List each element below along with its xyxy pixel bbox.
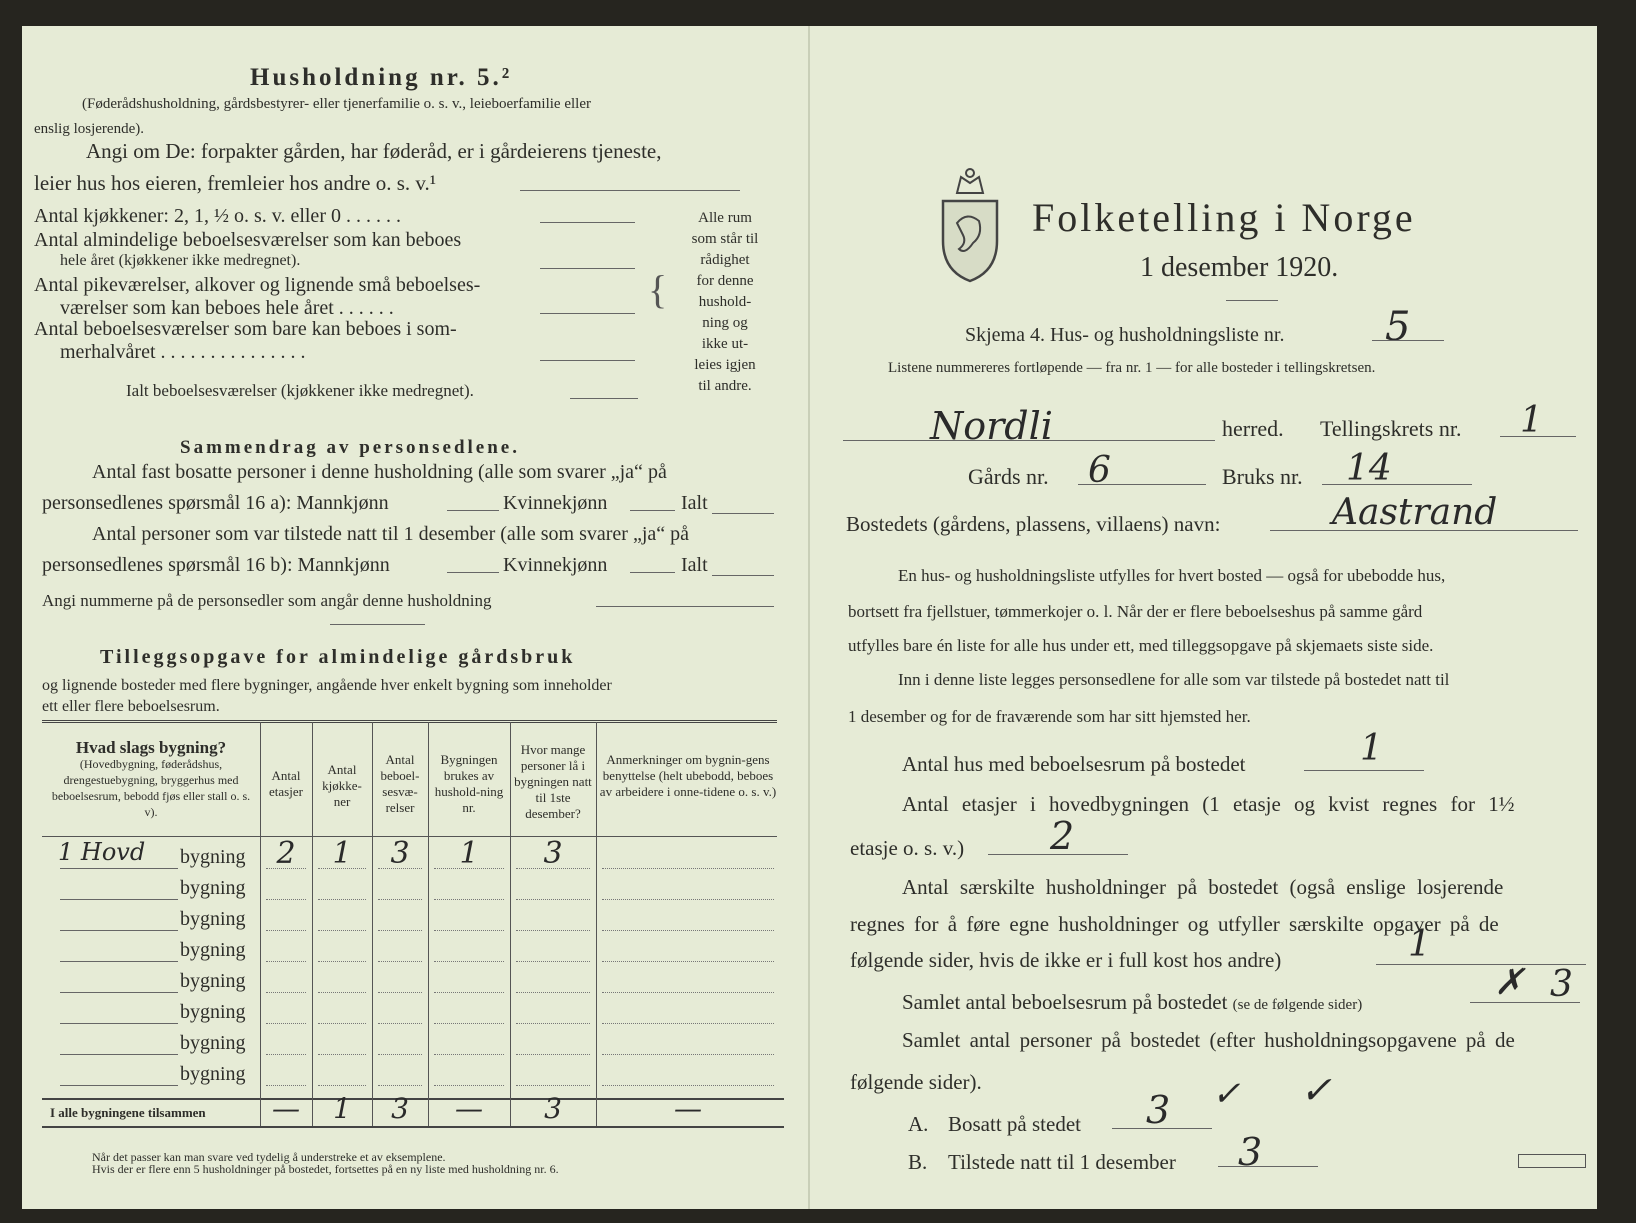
- kjokken-line: Antal kjøkkener: 2, 1, ½ o. s. v. eller 0 . . . . . .: [34, 205, 401, 227]
- side-note-line: leies igjen: [694, 357, 756, 373]
- table-cell-fill: [378, 899, 422, 900]
- table-cell-fill: [434, 992, 504, 993]
- angi-line-2: leier hus hos eieren, fremleier hos andre o. s. v.¹: [34, 171, 437, 195]
- pike-line-1: Antal pikeværelser, alkover og lignende små beboelses-: [34, 274, 481, 296]
- som-line-2: merhalvåret . . . . . . . . . . . . . . .: [60, 341, 306, 363]
- table-cell-fill: [516, 961, 590, 962]
- listene-line: Listene nummereres fortløpende — fra nr. 1 — for alle bosteder i tellingskretsen.: [888, 360, 1376, 376]
- krets-label: Tellingskrets nr.: [1320, 416, 1462, 441]
- table-cell-fill: [602, 899, 774, 900]
- table-cell-fill: [266, 1054, 306, 1055]
- samlet-rum-struck: ✗: [1494, 962, 1525, 1003]
- table-cell-fill: [434, 1085, 504, 1086]
- table-cell-fill: [602, 930, 774, 931]
- table-cell-fill: [378, 930, 422, 931]
- etasjer-line2: etasje o. s. v.): [850, 836, 965, 860]
- table-cell-fill: [266, 930, 306, 931]
- krets-fill: [1500, 436, 1576, 437]
- table-cell-value: 1: [459, 836, 479, 871]
- title-divider: [1226, 300, 1278, 301]
- table-cell-fill: [378, 1023, 422, 1024]
- table-cell-fill: [318, 899, 366, 900]
- samlet-pers-line2: følgende sider).: [850, 1070, 982, 1094]
- side-note-line: ikke ut-: [701, 336, 749, 352]
- table-row-fill: [60, 868, 178, 869]
- table-cell-fill: [434, 961, 504, 962]
- household-title: Husholdning nr. 5.²: [250, 64, 513, 91]
- table-cell-fill: [266, 1023, 306, 1024]
- table-head-etasjer: Antal etasjer: [269, 768, 303, 799]
- side-note: [680, 208, 770, 397]
- table-cell-value: 3: [390, 836, 410, 871]
- table-total-value: 1: [333, 1092, 351, 1125]
- a-value: 3: [1146, 1088, 1171, 1132]
- table-cell-fill: [378, 961, 422, 962]
- fast-line-1: Antal fast bosatte personer i denne husholdning (alle som svarer „ja“ på: [92, 461, 667, 483]
- table-row-fill: [60, 1054, 178, 1055]
- hus-value: 1: [1360, 728, 1383, 769]
- table-head-husholdning: Bygningen brukes av hushold-ning nr.: [434, 752, 504, 815]
- table-row-label: bygning: [180, 877, 246, 899]
- table-cell-fill: [378, 1085, 422, 1086]
- table-row-hand-label: 1 Hovd: [58, 838, 146, 866]
- saer-value: 1: [1408, 924, 1431, 965]
- table-row-fill: [60, 930, 178, 931]
- side-note-line: til andre.: [698, 378, 752, 394]
- herred-value: Nordli: [930, 404, 1053, 448]
- table-cell-fill: [318, 961, 366, 962]
- table-head-anmerkninger: Anmerkninger om bygnin-gens benyttelse (helt ubebodd, beboes av arbeidere i onne-tidene o. s. v.): [599, 752, 777, 799]
- table-row-label: bygning: [180, 939, 246, 961]
- table-cell-value: 1: [332, 836, 352, 871]
- alm-line-2: hele året (kjøkkener ikke medregnet).: [60, 252, 301, 269]
- hus-line: Antal hus med beboelsesrum på bostedet: [902, 752, 1246, 776]
- printer-stamp: [1518, 1154, 1586, 1168]
- saer-line1: Antal særskilte husholdninger på bostedet (også enslige losjerende: [902, 875, 1504, 899]
- a-fill: [1112, 1128, 1212, 1129]
- footnote-2: Hvis der er flere enn 5 husholdninger på bostedet, fortsettes på en ny liste med husholdning nr. 6.: [92, 1162, 559, 1176]
- krets-value: 1: [1520, 400, 1543, 441]
- samlet-rum-value: 3: [1550, 964, 1573, 1005]
- table-cell-fill: [602, 992, 774, 993]
- table-row-label: bygning: [180, 1001, 246, 1023]
- tillegg-line-1: og lignende bosteder med flere bygninger, angående hver enkelt bygning som inneholder: [42, 677, 612, 694]
- footnote-1: Når det passer kan man svare ved tydelig å understreke et av eksemplene.: [92, 1150, 446, 1164]
- nummer-fill: [596, 606, 774, 607]
- table-cell-fill: [318, 1085, 366, 1086]
- b-check-icon: ✓: [1300, 1068, 1332, 1112]
- table-cell-fill: [516, 1023, 590, 1024]
- table-cell-fill: [516, 930, 590, 931]
- side-note-line: Alle rum: [698, 210, 752, 226]
- intro-line-1: (Føderådshusholdning, gårdsbestyrer- eller tjenerfamilie o. s. v., leieboerfamilie eller: [82, 96, 591, 112]
- gards-fill: [1078, 484, 1206, 485]
- table-cell-fill: [318, 1054, 366, 1055]
- samlet-rum-label: Samlet antal beboelsesrum på bostedet: [902, 990, 1228, 1014]
- table-cell-fill: [266, 961, 306, 962]
- samlet-rum-fill: [1470, 1002, 1580, 1003]
- table-cell-fill: [318, 992, 366, 993]
- a-label: A.: [908, 1112, 929, 1136]
- table-cell-fill: [516, 1054, 590, 1055]
- etasjer-value: 2: [1050, 814, 1075, 858]
- table-cell-fill: [602, 868, 774, 869]
- herred-label: herred.: [1222, 416, 1284, 441]
- table-cell-fill: [434, 1054, 504, 1055]
- table-cell-fill: [266, 992, 306, 993]
- table-cell-fill: [516, 899, 590, 900]
- bruks-value: 14: [1346, 448, 1392, 489]
- table-cell-fill: [434, 930, 504, 931]
- table-head-kjokkener: Antal kjøkke-ner: [322, 762, 362, 809]
- b-fill: [1218, 1166, 1318, 1167]
- para1-line3: utfylles bare én liste for alle hus under ett, med tilleggsopgave på skjemaets siste side.: [848, 636, 1434, 655]
- bosted-label: Bostedets (gårdens, plassens, villaens) navn:: [846, 512, 1221, 536]
- table-total-value: 3: [544, 1092, 562, 1125]
- table-total-value: —: [455, 1092, 483, 1125]
- tilst-line-1: Antal personer som var tilstede natt til 1 desember (alle som svarer „ja“ på: [92, 523, 690, 545]
- angi-line-1: Angi om De: forpakter gården, har føderåd, er i gårdeierens tjeneste,: [86, 139, 662, 163]
- table-head-personer: Hvor mange personer lå i bygningen natt til 1ste desember?: [514, 742, 592, 821]
- bosted-value: Aastrand: [1332, 492, 1498, 533]
- section-divider: [330, 624, 425, 625]
- ialt-fill: [570, 398, 638, 399]
- table-cell-fill: [516, 992, 590, 993]
- table-row-label: bygning: [180, 1032, 246, 1054]
- bruks-fill: [1322, 484, 1472, 485]
- table-cell-value: 2: [276, 836, 296, 871]
- skjema-fill: [1372, 340, 1444, 341]
- table-cell-fill: [516, 1085, 590, 1086]
- table-total-label: I alle bygningene tilsammen: [50, 1105, 206, 1120]
- side-note-line: rådighet: [700, 252, 750, 268]
- samlet-pers-line1: Samlet antal personer på bostedet (efter husholdningsopgavene på de: [902, 1028, 1515, 1052]
- b-text: Tilstede natt til 1 desember: [948, 1150, 1176, 1174]
- table-head-title: Hvad slags bygning?: [75, 738, 227, 757]
- saer-line3: følgende sider, hvis de ikke er i full kost hos andre): [850, 948, 1282, 972]
- table-row-label: bygning: [180, 1063, 246, 1085]
- table-cell-fill: [602, 1023, 774, 1024]
- para1-line1: En hus- og husholdningsliste utfylles for hvert bosted — også for ubebodde hus,: [898, 566, 1446, 585]
- bosted-fill: [1270, 530, 1578, 531]
- a-check-icon: ✓: [1212, 1074, 1241, 1114]
- table-cell-fill: [602, 1054, 774, 1055]
- etasjer-fill: [988, 854, 1128, 855]
- side-note-line: ning og: [702, 315, 748, 331]
- gards-label: Gårds nr.: [968, 464, 1049, 489]
- table-cell-fill: [378, 992, 422, 993]
- a-text: Bosatt på stedet: [948, 1112, 1081, 1136]
- table-cell-fill: [602, 961, 774, 962]
- table-head-sub: (Hovedbygning, føderådshus, drengestuebygning, bryggerhus med beboelsesrum, bebodd fjøs eller stall o. s. v).: [51, 757, 251, 819]
- table-total-value: 3: [391, 1092, 409, 1125]
- herred-fill: [843, 440, 1215, 441]
- tilst-ialt-fill: [712, 575, 774, 576]
- side-note-line: som står til: [691, 231, 759, 247]
- pike-line-2: værelser som kan beboes hele året . . . . . .: [60, 297, 394, 319]
- table-cell-fill: [602, 1085, 774, 1086]
- table-row-fill: [60, 992, 178, 993]
- side-note-line: hushold-: [698, 294, 752, 310]
- para1-line2: bortsett fra fjellstuer, tømmerkojer o. l. Når der er flere beboelseshus på samme gård: [848, 602, 1423, 621]
- table-row-label: bygning: [180, 846, 246, 868]
- table-head-building-type: [44, 740, 258, 820]
- ialt-line: Ialt beboelsesværelser (kjøkkener ikke medregnet).: [126, 381, 474, 400]
- census-date: 1 desember 1920.: [1140, 252, 1339, 283]
- fast-line-2: personsedlenes spørsmål 16 a): Mannkjønn: [42, 492, 389, 514]
- bruks-label: Bruks nr.: [1222, 464, 1303, 489]
- table-row-fill: [60, 1023, 178, 1024]
- tilst-line-2: personsedlenes spørsmål 16 b): Mannkjønn: [42, 554, 390, 576]
- page-fold: [808, 26, 810, 1209]
- para2-line2: 1 desember og for de fraværende som har sitt hjemsted her.: [848, 707, 1251, 726]
- table-cell-fill: [378, 1054, 422, 1055]
- skjema-value: 5: [1385, 304, 1411, 350]
- table-cell-value: 3: [543, 836, 563, 871]
- brace: {: [648, 267, 668, 312]
- saer-line2: regnes for å føre egne husholdninger og utfyller særskilte opgaver på de: [850, 912, 1499, 936]
- samlet-rum-small: (se de følgende sider): [1232, 997, 1363, 1013]
- tilst-kvinne-fill: [630, 572, 675, 573]
- table-cell-fill: [434, 1023, 504, 1024]
- b-value: 3: [1238, 1130, 1263, 1174]
- nummer-line: Angi nummerne på de personsedler som angår denne husholdning: [42, 591, 492, 610]
- angi-fill-line: [520, 190, 740, 191]
- table-row-label: bygning: [180, 908, 246, 930]
- tillegg-line-2: ett eller flere beboelsesrum.: [42, 698, 220, 715]
- tilst-ialt: Ialt: [681, 554, 708, 576]
- som-fill: [540, 360, 635, 361]
- fast-kvinne: Kvinnekjønn: [503, 492, 608, 514]
- table-cell-fill: [434, 899, 504, 900]
- etasjer-line1: Antal etasjer i hovedbygningen (1 etasje og kvist regnes for 1½: [902, 792, 1515, 816]
- table-total-value: —: [272, 1092, 300, 1125]
- table-cell-fill: [266, 899, 306, 900]
- table-row-fill: [60, 961, 178, 962]
- som-line-1: Antal beboelsesværelser som bare kan beboes i som-: [34, 318, 457, 340]
- table-row-fill: [60, 1085, 178, 1086]
- table-row-label: bygning: [180, 970, 246, 992]
- intro-line-2: enslig losjerende).: [34, 121, 144, 137]
- para2-line1: Inn i denne liste legges personsedlene for alle som var tilstede på bostedet natt til: [898, 670, 1450, 689]
- table-cell-fill: [318, 1023, 366, 1024]
- coat-of-arms-icon: [937, 163, 1003, 285]
- hus-fill: [1304, 770, 1424, 771]
- samlet-rum-line: [902, 990, 1362, 1015]
- table-row-fill: [60, 899, 178, 900]
- table-total-value: —: [674, 1092, 702, 1125]
- tillegg-title: Tilleggsopgave for almindelige gårdsbruk: [100, 646, 576, 668]
- table-cell-fill: [318, 930, 366, 931]
- table-head-beboelsesvaerelser: Antal beboel-sesvæ-relser: [380, 752, 420, 815]
- sammendrag-title: Sammendrag av personsedlene.: [180, 437, 520, 458]
- alm-line-1: Antal almindelige beboelsesværelser som kan beboes: [34, 229, 462, 251]
- fast-mann-fill: [447, 510, 499, 511]
- fast-kvinne-fill: [630, 510, 675, 511]
- fast-ialt: Ialt: [681, 492, 708, 514]
- fast-ialt-fill: [712, 513, 774, 514]
- pike-fill: [540, 313, 635, 314]
- skjema-line: Skjema 4. Hus- og husholdningsliste nr.: [965, 324, 1285, 346]
- gards-value: 6: [1088, 450, 1111, 491]
- side-note-line: for denne: [696, 273, 754, 289]
- table-cell-fill: [266, 1085, 306, 1086]
- b-label: B.: [908, 1150, 928, 1174]
- tilst-mann-fill: [447, 572, 499, 573]
- kjokken-fill: [540, 222, 635, 223]
- census-title: Folketelling i Norge: [1032, 195, 1416, 240]
- tilst-kvinne: Kvinnekjønn: [503, 554, 608, 576]
- alm-fill: [540, 268, 635, 269]
